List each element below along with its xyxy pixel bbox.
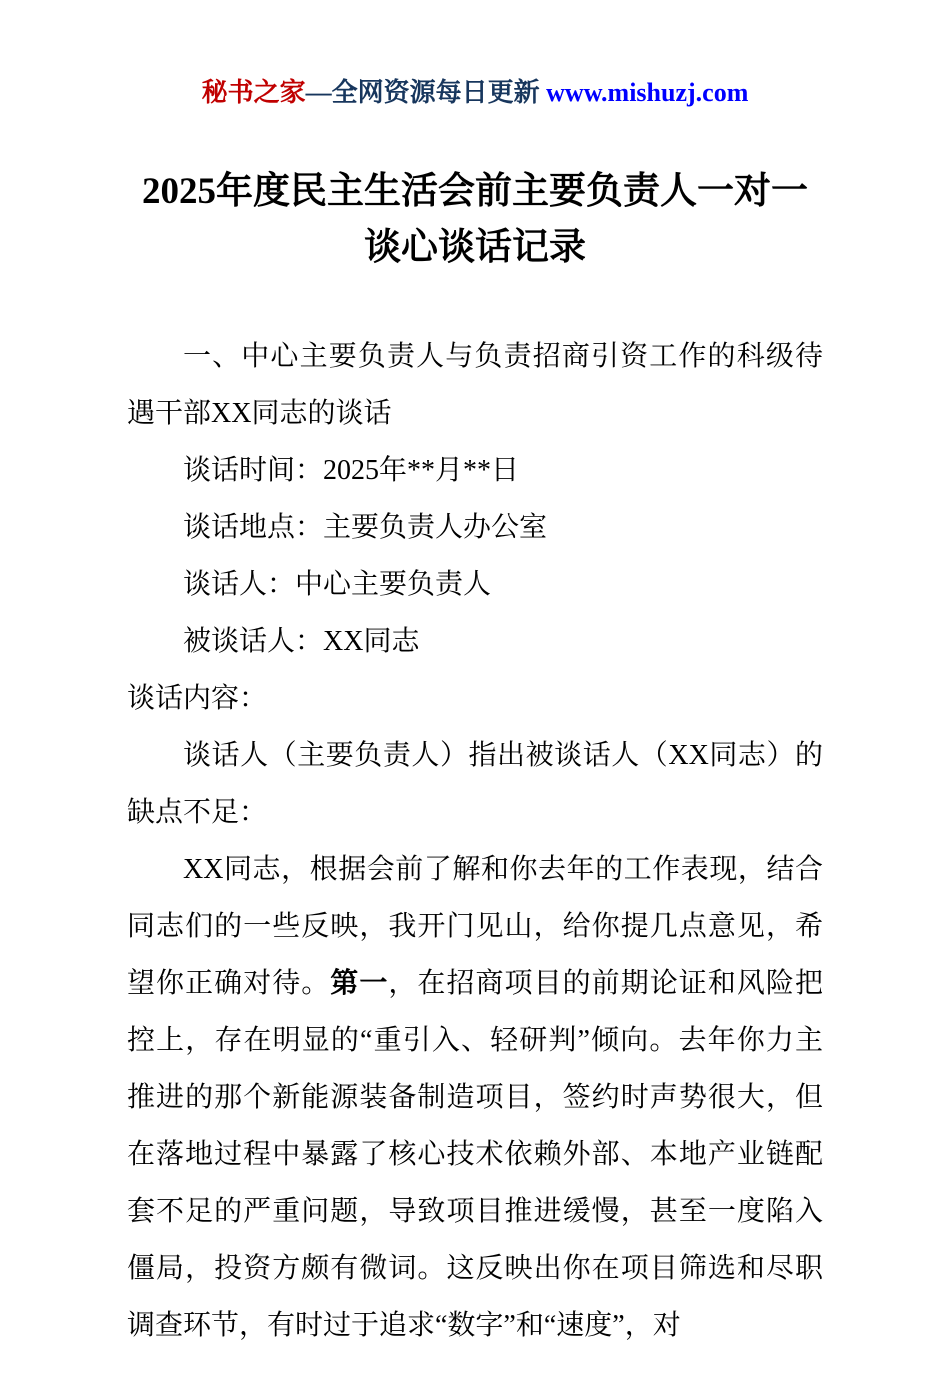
meta-interviewee: 被谈话人：XX同志 (183, 626, 420, 657)
body-text-before-bold: XX同志，根据会前了解和你去年的工作表现，结合同志们的一些反映，我开门见山，给你提几点意见，希望你正确对待。 (127, 854, 823, 999)
intro-paragraph: 谈话人（主要负责人）指出被谈话人（XX同志）的缺点不足： (127, 740, 823, 828)
body-text-bold: 第一 (330, 968, 389, 999)
site-name: 秘书之家 (201, 78, 306, 107)
meta-talk-place: 谈话地点：主要负责人办公室 (183, 512, 548, 543)
section-heading: 一、中心主要负责人与负责招商引资工作的科级待遇干部XX同志的谈话 (127, 341, 823, 429)
body-paragraph (127, 841, 823, 1354)
site-url-link[interactable]: www.mishuzj.com (546, 78, 749, 107)
document-title: 2025年度民主生活会前主要负责人一对一谈心谈话记录 (142, 171, 808, 268)
site-header (127, 76, 823, 110)
content-label: 谈话内容： (127, 683, 268, 714)
site-tagline: —全网资源每日更新 (305, 78, 547, 107)
meta-talk-time: 谈话时间：2025年**月**日 (183, 455, 520, 486)
meta-interviewer: 谈话人：中心主要负责人 (183, 569, 492, 600)
body-text-after-bold: ，在招商项目的前期论证和风险把控上，存在明显的“重引入、轻研判”倾向。去年你力主推进的那个新能源装备制造项目，签约时声势很大，但在落地过程中暴露了核心技术依赖外部、本地产业链配套不足的严重问题，导致项目推进缓慢，甚至一度陷入僵局，投资方颇有微词。这反映出你在项目筛选和尽职调查环节，有时过于追求“数字”和“速度”，对 (127, 968, 823, 1341)
